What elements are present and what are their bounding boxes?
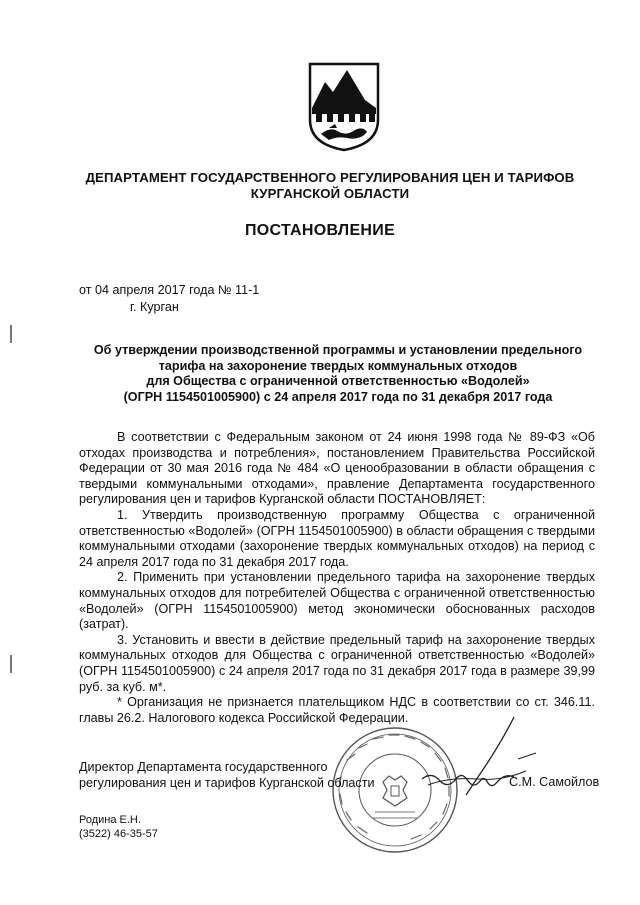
body-paragraph-item-2: 2. Применить при установлении предельного тарифа на захоронение твердых коммунальных отходов для потребителей Общества с ограниченной ответственностью «Водолей» (ОГРН 1154501005900) метод экономически обоснованных расходов (затрат). bbox=[79, 570, 595, 632]
executor-info bbox=[79, 813, 158, 841]
document-body bbox=[79, 430, 595, 726]
signer-position-line-1: Директор Департамента государственного bbox=[79, 760, 328, 774]
signer-position-line-2: регулирования цен и тарифов Курганской области bbox=[79, 775, 375, 790]
body-paragraph-preamble: В соответствии с Федеральным законом от 24 июня 1998 года № 89-ФЗ «Об отходах производства и потребления», постановлением Правительства Российской Федерации от 30 мая 2016 года № 484 «О ценообразовании в области обращения с твердыми коммунальными отходами», правление Департамента государственного регулирования цен и тарифов Курганской области ПОСТАНОВЛЯЕТ: bbox=[79, 430, 595, 507]
signer-position bbox=[79, 760, 375, 791]
signer-name: С.М. Самойлов bbox=[509, 775, 600, 789]
document-subject bbox=[84, 343, 592, 405]
coat-of-arms-icon bbox=[307, 62, 381, 152]
signature-icon bbox=[418, 715, 548, 815]
department-name bbox=[60, 170, 600, 202]
department-line-2: КУРГАНСКОЙ ОБЛАСТИ bbox=[250, 186, 410, 201]
subject-line-2: тарифа на захоронение твердых коммунальных отходов bbox=[158, 358, 518, 373]
body-paragraph-item-3: 3. Установить и ввести в действие предельный тариф на захоронение твердых коммунальных отходов для Общества с ограниченной ответственностью «Водолей» (ОГРН 1154501005900) с 24 апреля 2017 года по 31 декабря 2017 года в размере 39,99 руб. за куб. м*. bbox=[79, 632, 595, 694]
document-date-number: от 04 апреля 2017 года № 11-1 bbox=[79, 283, 260, 297]
subject-line-3: для Общества с ограниченной ответственностью «Водолей» bbox=[146, 374, 530, 388]
scan-margin-mark bbox=[10, 655, 12, 673]
body-paragraph-item-1: 1. Утвердить производственную программу Общества с ограниченной ответственностью «Водолей» (ОГРН 1154501005900) в области обращения с твердыми коммунальными отходами (захоронение твердых коммунальных отходов) на период с 24 апреля 2017 года по 31 декабря 2017 года. bbox=[79, 507, 595, 569]
document-type: ПОСТАНОВЛЕНИЕ bbox=[244, 222, 396, 239]
subject-line-1: Об утверждении производственной программы и установлении предельного bbox=[93, 343, 583, 357]
scan-margin-mark bbox=[10, 325, 12, 343]
executor-phone: (3522) 46-35-57 bbox=[79, 828, 158, 840]
executor-name: Родина Е.Н. bbox=[79, 814, 141, 826]
document-city: г. Курган bbox=[130, 300, 179, 314]
subject-line-4: (ОГРН 1154501005900) с 24 апреля 2017 года по 31 декабря 2017 года bbox=[123, 389, 553, 404]
department-line-1: ДЕПАРТАМЕНТ ГОСУДАРСТВЕННОГО РЕГУЛИРОВАНИЯ ЦЕН И ТАРИФОВ bbox=[85, 170, 575, 185]
body-paragraph-footnote: * Организация не признается плательщиком НДС в соответствии со ст. 346.11. главы 26.2. Налогового кодекса Российской Федерации. bbox=[79, 695, 595, 725]
